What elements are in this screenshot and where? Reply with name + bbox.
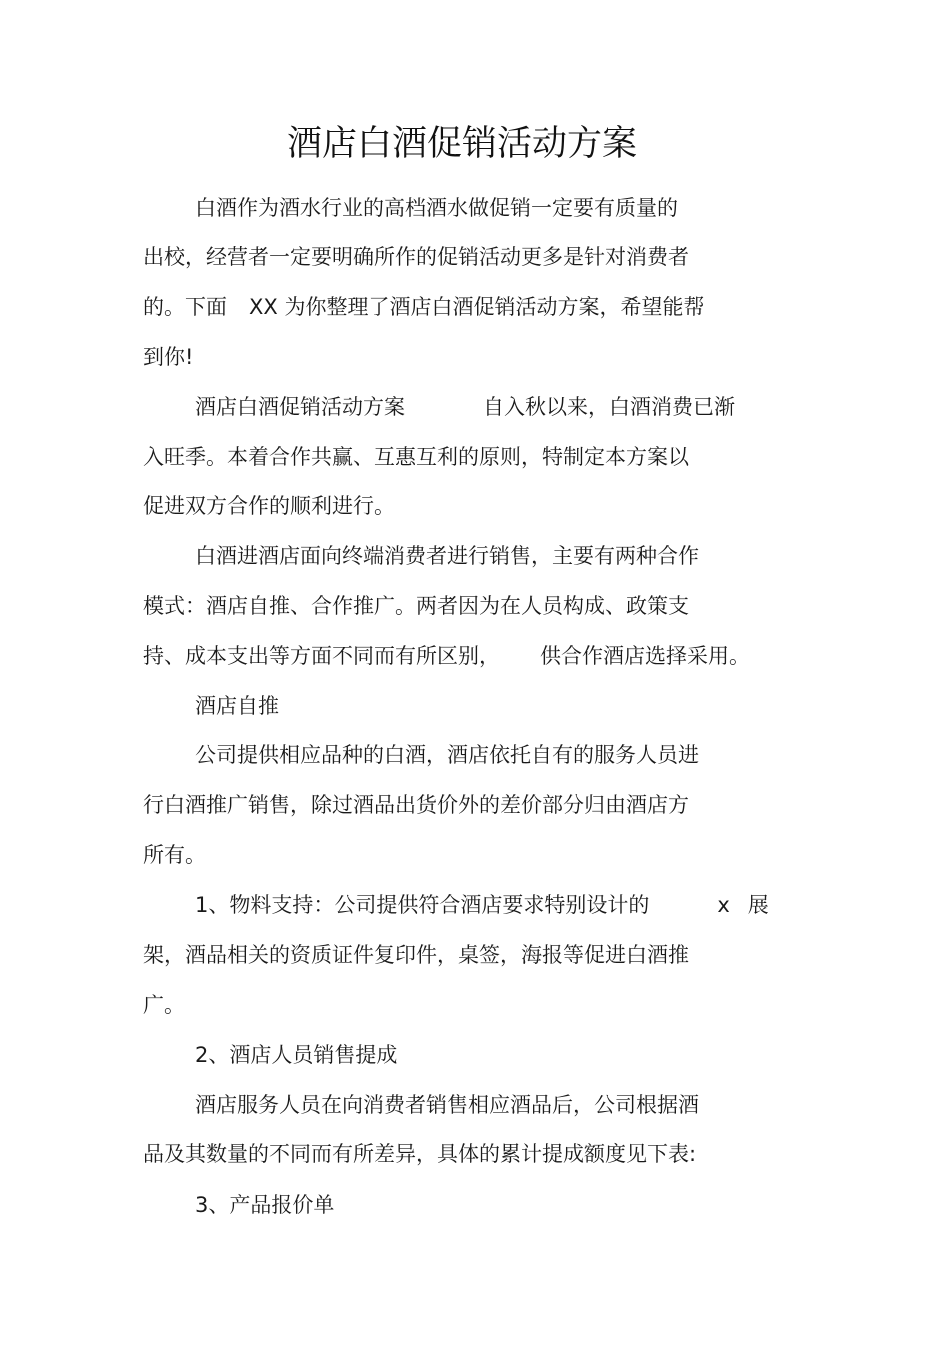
- text-run: 模式：酒店自推、合作推广。两者因为在人员构成、政策支: [143, 594, 689, 618]
- paragraph-line: [143, 641, 750, 671]
- paragraph-line: [195, 392, 735, 422]
- paragraph-line: [143, 292, 704, 322]
- text-run: 1、物料支持：公司提供符合酒店要求特别设计的: [195, 893, 650, 917]
- text-run: x: [717, 893, 730, 917]
- text-run: 促进双方合作的顺利进行。: [143, 494, 395, 518]
- text-run: 广。: [143, 993, 185, 1017]
- paragraph-line: [143, 990, 185, 1020]
- text-run: 品及其数量的不同而有所差异，具体的累计提成额度见下表:: [143, 1142, 697, 1166]
- text-run: 的。下面: [143, 295, 227, 319]
- text-run: 展: [747, 893, 769, 917]
- text-run: 所有。: [143, 843, 206, 867]
- paragraph-line: [143, 790, 689, 820]
- paragraph-line: [195, 541, 699, 571]
- list-item-line: [195, 1190, 334, 1220]
- paragraph-line: [143, 940, 689, 970]
- text-run: 行白酒推广销售，除过酒品出货价外的差价部分归由酒店方: [143, 793, 689, 817]
- text-run: 3、产品报价单: [195, 1193, 335, 1217]
- paragraph-line: [143, 840, 206, 870]
- text-run: 公司提供相应品种的白酒，酒店依托自有的服务人员进: [195, 743, 699, 767]
- text-run: 架，酒品相关的资质证件复印件，桌签，海报等促进白酒推: [143, 943, 689, 967]
- document-title: 酒店白酒促销活动方案: [286, 124, 637, 164]
- list-item-line: [195, 890, 769, 920]
- paragraph-line: [143, 442, 689, 472]
- paragraph-line: [195, 1090, 699, 1120]
- paragraph-line: [143, 342, 193, 372]
- paragraph-line: [195, 193, 678, 223]
- text-run: 白酒进酒店面向终端消费者进行销售，主要有两种合作: [195, 544, 699, 568]
- text-run: 酒店服务人员在向消费者销售相应酒品后，公司根据酒: [195, 1093, 699, 1117]
- paragraph-line: [143, 1139, 696, 1169]
- text-run: 供合作酒店选择采用。: [540, 644, 750, 668]
- text-run: 白酒作为酒水行业的高档酒水做促销一定要有质量的: [195, 196, 678, 220]
- text-run: 酒店自推: [195, 694, 279, 718]
- paragraph-line: [143, 242, 689, 272]
- list-item-line: [195, 1040, 397, 1070]
- text-run: 酒店白酒促销活动方案: [195, 395, 405, 419]
- text-run: 到你!: [143, 345, 194, 369]
- section-heading: [195, 691, 279, 721]
- text-run: 自入秋以来，白酒消费已渐: [483, 395, 735, 419]
- paragraph-line: [143, 591, 689, 621]
- paragraph-line: [195, 740, 699, 770]
- text-run: 2、酒店人员销售提成: [195, 1043, 398, 1067]
- text-run: 持、成本支出等方面不同而有所区别，: [143, 644, 500, 668]
- paragraph-line: [143, 491, 395, 521]
- text-run: 入旺季。本着合作共赢、互惠互利的原则，特制定本方案以: [143, 445, 689, 469]
- text-run: 出校，经营者一定要明确所作的促销活动更多是针对消费者: [143, 245, 689, 269]
- text-run: XX 为你整理了酒店白酒促销活动方案，希望能帮: [249, 295, 705, 319]
